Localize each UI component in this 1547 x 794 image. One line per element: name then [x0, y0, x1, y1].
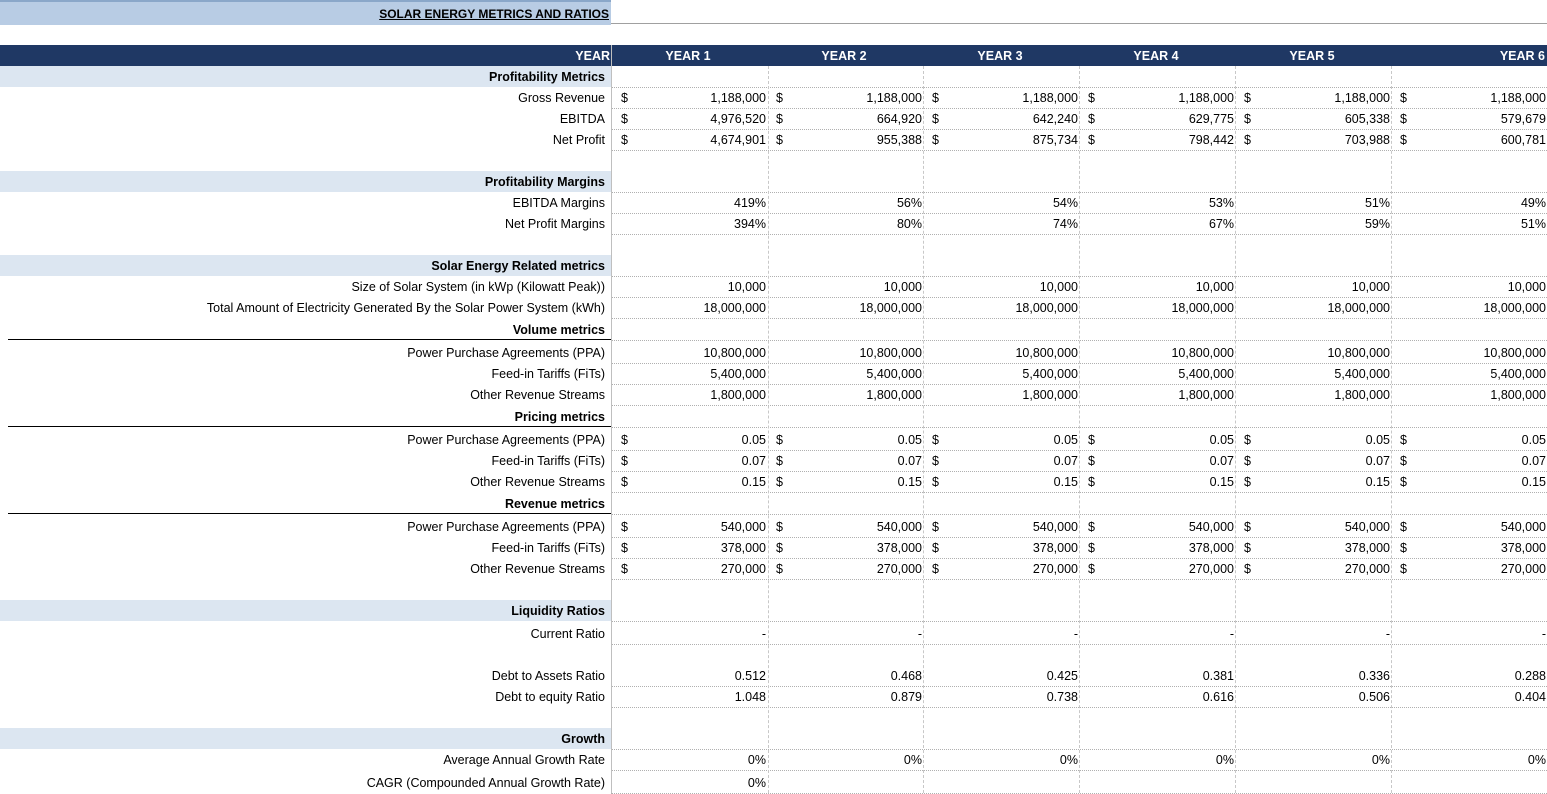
- cell-value[interactable]: 0.506: [1358, 690, 1390, 704]
- row-label: Average Annual Growth Rate: [443, 753, 605, 767]
- cell-value[interactable]: 875,734: [1032, 133, 1078, 147]
- section-underline: [8, 426, 611, 427]
- cell-value[interactable]: 955,388: [876, 133, 922, 147]
- cell-value[interactable]: 0.404: [1514, 690, 1546, 704]
- cell-value[interactable]: 1,800,000: [1490, 388, 1546, 402]
- cell-value[interactable]: 0%: [1215, 753, 1234, 767]
- cell-value[interactable]: 1,800,000: [710, 388, 766, 402]
- cell-value[interactable]: 10,000: [727, 280, 766, 294]
- cell-value[interactable]: 378,000: [1032, 541, 1078, 555]
- row-label: Size of Solar System (in kWp (Kilowatt Peak)): [351, 280, 605, 294]
- cell-value[interactable]: 378,000: [1344, 541, 1390, 555]
- cell-value[interactable]: 5,400,000: [866, 367, 922, 381]
- row-label: CAGR (Compounded Annual Growth Rate): [366, 776, 605, 790]
- cell-value[interactable]: -: [1541, 627, 1546, 641]
- data-row: [0, 87, 1547, 108]
- data-row: [0, 108, 1547, 129]
- cell-value[interactable]: 0.07: [897, 454, 922, 468]
- cell-value[interactable]: 18,000,000: [1015, 301, 1078, 315]
- data-row: [0, 772, 1547, 793]
- currency-symbol: $: [1244, 133, 1251, 147]
- row-label: Gross Revenue: [518, 91, 605, 105]
- cell-value[interactable]: 4,976,520: [710, 112, 766, 126]
- data-row: [0, 384, 1547, 405]
- row-label: EBITDA: [559, 112, 605, 126]
- currency-symbol: $: [1400, 541, 1407, 555]
- data-row: [0, 686, 1547, 707]
- cell-value[interactable]: 10,000: [1507, 280, 1546, 294]
- currency-symbol: $: [776, 454, 783, 468]
- cell-value[interactable]: 1,188,000: [710, 91, 766, 105]
- cell-value[interactable]: -: [1229, 627, 1234, 641]
- cell-value[interactable]: 10,800,000: [703, 346, 766, 360]
- data-row: [0, 342, 1547, 363]
- currency-symbol: $: [776, 520, 783, 534]
- year-header-4: YEAR 4: [1133, 49, 1179, 63]
- cell-value[interactable]: 798,442: [1188, 133, 1234, 147]
- cell-value[interactable]: 67%: [1208, 217, 1234, 231]
- column-separator: [768, 66, 769, 793]
- currency-symbol: $: [932, 433, 939, 447]
- row-label: Other Revenue Streams: [470, 475, 605, 489]
- cell-value[interactable]: 0.15: [1365, 475, 1390, 489]
- cell-value[interactable]: 5,400,000: [1178, 367, 1234, 381]
- currency-symbol: $: [1244, 475, 1251, 489]
- cell-value[interactable]: 0%: [903, 753, 922, 767]
- column-separator: [1079, 66, 1080, 793]
- cell-value[interactable]: 18,000,000: [1327, 301, 1390, 315]
- cell-value[interactable]: 10,800,000: [1171, 346, 1234, 360]
- cell-value[interactable]: 0.05: [741, 433, 766, 447]
- cell-value[interactable]: 0.381: [1202, 669, 1234, 683]
- data-row: [0, 297, 1547, 318]
- section-title: Liquidity Ratios: [511, 604, 605, 618]
- title-divider: [611, 23, 1547, 24]
- data-row: [0, 429, 1547, 450]
- section-title: Profitability Margins: [484, 175, 605, 189]
- cell-value[interactable]: 0.07: [1053, 454, 1078, 468]
- cell-value[interactable]: -: [761, 627, 766, 641]
- currency-symbol: $: [776, 475, 783, 489]
- currency-symbol: $: [1088, 475, 1095, 489]
- currency-symbol: $: [621, 541, 628, 555]
- row-label: Other Revenue Streams: [470, 388, 605, 402]
- data-row: [0, 213, 1547, 234]
- data-row: [0, 192, 1547, 213]
- cell-value[interactable]: 270,000: [876, 562, 922, 576]
- cell-value[interactable]: 270,000: [1188, 562, 1234, 576]
- cell-value[interactable]: 642,240: [1032, 112, 1078, 126]
- cell-value[interactable]: 5,400,000: [710, 367, 766, 381]
- cell-value[interactable]: 10,000: [1351, 280, 1390, 294]
- cell-value[interactable]: 10,800,000: [859, 346, 922, 360]
- row-label: EBITDA Margins: [512, 196, 605, 210]
- cell-value[interactable]: 270,000: [1500, 562, 1546, 576]
- cell-value[interactable]: -: [1073, 627, 1078, 641]
- cell-value[interactable]: 540,000: [1500, 520, 1546, 534]
- cell-value[interactable]: -: [1385, 627, 1390, 641]
- row-label: Feed-in Tariffs (FiTs): [491, 541, 605, 555]
- cell-value[interactable]: 270,000: [720, 562, 766, 576]
- cell-value[interactable]: 1,188,000: [1490, 91, 1546, 105]
- cell-value[interactable]: 0.879: [890, 690, 922, 704]
- data-row: [0, 537, 1547, 558]
- cell-value[interactable]: 10,800,000: [1015, 346, 1078, 360]
- cell-value[interactable]: 270,000: [1032, 562, 1078, 576]
- currency-symbol: $: [1400, 433, 1407, 447]
- section-header: [0, 319, 1547, 340]
- section-title: Revenue metrics: [504, 497, 605, 511]
- column-separator: [1391, 66, 1392, 793]
- year-header-3: YEAR 3: [977, 49, 1023, 63]
- currency-symbol: $: [1088, 91, 1095, 105]
- row-label: Net Profit Margins: [504, 217, 605, 231]
- row-label: Power Purchase Agreements (PPA): [407, 520, 605, 534]
- cell-value[interactable]: 0%: [747, 776, 766, 790]
- currency-symbol: $: [1244, 541, 1251, 555]
- cell-value[interactable]: 394%: [734, 217, 766, 231]
- cell-value[interactable]: 600,781: [1500, 133, 1546, 147]
- cell-value[interactable]: 703,988: [1344, 133, 1390, 147]
- cell-value[interactable]: 18,000,000: [1483, 301, 1546, 315]
- cell-value[interactable]: 0%: [747, 753, 766, 767]
- currency-symbol: $: [1088, 541, 1095, 555]
- cell-value[interactable]: 4,674,901: [710, 133, 766, 147]
- row-label: Feed-in Tariffs (FiTs): [491, 454, 605, 468]
- currency-symbol: $: [621, 454, 628, 468]
- cell-value[interactable]: 0.15: [1053, 475, 1078, 489]
- year-header-label: YEAR: [575, 49, 610, 63]
- cell-value[interactable]: 378,000: [1188, 541, 1234, 555]
- section-title: Growth: [561, 732, 605, 746]
- cell-value[interactable]: 378,000: [1500, 541, 1546, 555]
- currency-symbol: $: [932, 475, 939, 489]
- cell-value[interactable]: 10,000: [1039, 280, 1078, 294]
- cell-value[interactable]: -: [917, 627, 922, 641]
- column-separator: [923, 66, 924, 793]
- cell-value[interactable]: 0.15: [1521, 475, 1546, 489]
- cell-value[interactable]: 5,400,000: [1022, 367, 1078, 381]
- cell-value[interactable]: 0.05: [897, 433, 922, 447]
- currency-symbol: $: [1400, 562, 1407, 576]
- cell-value[interactable]: 0%: [1059, 753, 1078, 767]
- currency-symbol: $: [621, 562, 628, 576]
- section-title: Volume metrics: [512, 323, 605, 337]
- cell-value[interactable]: 1,800,000: [1178, 388, 1234, 402]
- row-label: Net Profit: [552, 133, 605, 147]
- section-header: [0, 406, 1547, 427]
- currency-symbol: $: [932, 541, 939, 555]
- cell-value[interactable]: 664,920: [876, 112, 922, 126]
- cell-value[interactable]: 51%: [1520, 217, 1546, 231]
- column-separator: [1235, 66, 1236, 793]
- cell-value[interactable]: 1,188,000: [866, 91, 922, 105]
- cell-value[interactable]: 0.15: [1209, 475, 1234, 489]
- label-column-border: [611, 45, 612, 793]
- cell-value[interactable]: 10,800,000: [1483, 346, 1546, 360]
- cell-value[interactable]: 5,400,000: [1490, 367, 1546, 381]
- cell-value[interactable]: 18,000,000: [859, 301, 922, 315]
- currency-symbol: $: [932, 562, 939, 576]
- cell-value[interactable]: 1.048: [734, 690, 766, 704]
- cell-value[interactable]: 10,000: [883, 280, 922, 294]
- data-row: [0, 129, 1547, 150]
- cell-value[interactable]: 378,000: [720, 541, 766, 555]
- section-header: [0, 600, 1547, 621]
- data-row: [0, 623, 1547, 644]
- cell-value[interactable]: 0.468: [890, 669, 922, 683]
- cell-value[interactable]: 0.616: [1202, 690, 1234, 704]
- cell-value[interactable]: 0%: [1371, 753, 1390, 767]
- cell-value[interactable]: 51%: [1364, 196, 1390, 210]
- section-underline: [8, 513, 611, 514]
- currency-symbol: $: [1400, 475, 1407, 489]
- cell-value[interactable]: 0.15: [897, 475, 922, 489]
- data-row: [0, 516, 1547, 537]
- cell-value[interactable]: 0.288: [1514, 669, 1546, 683]
- cell-value[interactable]: 1,188,000: [1334, 91, 1390, 105]
- data-row: [0, 558, 1547, 579]
- currency-symbol: $: [1088, 454, 1095, 468]
- cell-value[interactable]: 56%: [896, 196, 922, 210]
- cell-value[interactable]: 0.07: [1521, 454, 1546, 468]
- currency-symbol: $: [932, 454, 939, 468]
- cell-value[interactable]: 1,800,000: [1334, 388, 1390, 402]
- section-header: [0, 493, 1547, 514]
- currency-symbol: $: [1244, 454, 1251, 468]
- currency-symbol: $: [932, 91, 939, 105]
- cell-value[interactable]: 54%: [1052, 196, 1078, 210]
- data-row: [0, 363, 1547, 384]
- cell-value[interactable]: 53%: [1208, 196, 1234, 210]
- year-header-1: YEAR 1: [665, 49, 711, 63]
- currency-symbol: $: [621, 520, 628, 534]
- cell-value[interactable]: 0.07: [1209, 454, 1234, 468]
- cell-value[interactable]: 1,800,000: [866, 388, 922, 402]
- currency-symbol: $: [621, 91, 628, 105]
- cell-value[interactable]: 10,000: [1195, 280, 1234, 294]
- cell-value[interactable]: 605,338: [1344, 112, 1390, 126]
- cell-value[interactable]: 0.425: [1046, 669, 1078, 683]
- data-row: [0, 276, 1547, 297]
- cell-value[interactable]: 0.512: [734, 669, 766, 683]
- row-label: Power Purchase Agreements (PPA): [407, 346, 605, 360]
- currency-symbol: $: [1088, 433, 1095, 447]
- year-header-6: YEAR 6: [1499, 49, 1545, 63]
- cell-value[interactable]: 80%: [896, 217, 922, 231]
- cell-value[interactable]: 540,000: [1032, 520, 1078, 534]
- currency-symbol: $: [776, 112, 783, 126]
- row-label: Total Amount of Electricity Generated By the Solar Power System (kWh): [206, 301, 605, 315]
- currency-symbol: $: [1400, 112, 1407, 126]
- cell-value[interactable]: 378,000: [876, 541, 922, 555]
- cell-value[interactable]: 0.05: [1521, 433, 1546, 447]
- cell-value[interactable]: 270,000: [1344, 562, 1390, 576]
- section-header: [0, 66, 1547, 87]
- currency-symbol: $: [932, 520, 939, 534]
- currency-symbol: $: [1244, 562, 1251, 576]
- data-row: [0, 749, 1547, 770]
- row-label: Power Purchase Agreements (PPA): [407, 433, 605, 447]
- cell-value[interactable]: 1,188,000: [1178, 91, 1234, 105]
- row-label: Current Ratio: [530, 627, 605, 641]
- currency-symbol: $: [932, 112, 939, 126]
- cell-value[interactable]: 74%: [1052, 217, 1078, 231]
- currency-symbol: $: [776, 433, 783, 447]
- year-header-5: YEAR 5: [1289, 49, 1335, 63]
- cell-value[interactable]: 419%: [734, 196, 766, 210]
- cell-value[interactable]: 540,000: [1344, 520, 1390, 534]
- currency-symbol: $: [1400, 133, 1407, 147]
- data-row: [0, 665, 1547, 686]
- section-underline: [8, 339, 611, 340]
- currency-symbol: $: [776, 91, 783, 105]
- cell-value[interactable]: 579,679: [1500, 112, 1546, 126]
- year-header-row: [0, 45, 1547, 66]
- currency-symbol: $: [932, 133, 939, 147]
- currency-symbol: $: [1400, 91, 1407, 105]
- cell-value[interactable]: 0.07: [1365, 454, 1390, 468]
- cell-value[interactable]: 540,000: [720, 520, 766, 534]
- currency-symbol: $: [1088, 112, 1095, 126]
- cell-value[interactable]: 10,800,000: [1327, 346, 1390, 360]
- data-row: [0, 471, 1547, 492]
- row-label: Other Revenue Streams: [470, 562, 605, 576]
- row-label: Debt to equity Ratio: [495, 690, 605, 704]
- currency-symbol: $: [1400, 454, 1407, 468]
- cell-value[interactable]: 0.15: [741, 475, 766, 489]
- section-header: [0, 728, 1547, 749]
- currency-symbol: $: [776, 541, 783, 555]
- currency-symbol: $: [621, 475, 628, 489]
- cell-value[interactable]: 1,188,000: [1022, 91, 1078, 105]
- cell-value[interactable]: 1,800,000: [1022, 388, 1078, 402]
- section-header: [0, 171, 1547, 192]
- section-header-background: [0, 728, 611, 749]
- cell-value[interactable]: 540,000: [876, 520, 922, 534]
- cell-value[interactable]: 0.738: [1046, 690, 1078, 704]
- section-title: Pricing metrics: [514, 410, 605, 424]
- data-row: [0, 450, 1547, 471]
- cell-value[interactable]: 18,000,000: [703, 301, 766, 315]
- currency-symbol: $: [1244, 112, 1251, 126]
- currency-symbol: $: [621, 112, 628, 126]
- currency-symbol: $: [1244, 520, 1251, 534]
- section-title: Profitability Metrics: [489, 70, 605, 84]
- currency-symbol: $: [621, 433, 628, 447]
- cell-value[interactable]: 5,400,000: [1334, 367, 1390, 381]
- cell-value[interactable]: 59%: [1364, 217, 1390, 231]
- currency-symbol: $: [1088, 562, 1095, 576]
- currency-symbol: $: [776, 562, 783, 576]
- currency-symbol: $: [621, 133, 628, 147]
- cell-value[interactable]: 0.05: [1053, 433, 1078, 447]
- sheet-title: SOLAR ENERGY METRICS AND RATIOS: [379, 7, 609, 21]
- currency-symbol: $: [1400, 520, 1407, 534]
- cell-value[interactable]: 49%: [1520, 196, 1546, 210]
- sheet-title-bar: [0, 0, 611, 25]
- cell-value[interactable]: 0.07: [741, 454, 766, 468]
- cell-value[interactable]: 629,775: [1188, 112, 1234, 126]
- cell-value[interactable]: 540,000: [1188, 520, 1234, 534]
- currency-symbol: $: [1244, 433, 1251, 447]
- currency-symbol: $: [1244, 91, 1251, 105]
- section-header: [0, 255, 1547, 276]
- currency-symbol: $: [776, 133, 783, 147]
- row-label: Debt to Assets Ratio: [491, 669, 605, 683]
- year-header-2: YEAR 2: [821, 49, 867, 63]
- cell-value[interactable]: 18,000,000: [1171, 301, 1234, 315]
- cell-value[interactable]: 0.336: [1358, 669, 1390, 683]
- currency-symbol: $: [1088, 133, 1095, 147]
- cell-value[interactable]: 0.05: [1365, 433, 1390, 447]
- row-label: Feed-in Tariffs (FiTs): [491, 367, 605, 381]
- currency-symbol: $: [1088, 520, 1095, 534]
- section-title: Solar Energy Related metrics: [431, 259, 605, 273]
- cell-value[interactable]: 0.05: [1209, 433, 1234, 447]
- cell-value[interactable]: 0%: [1527, 753, 1546, 767]
